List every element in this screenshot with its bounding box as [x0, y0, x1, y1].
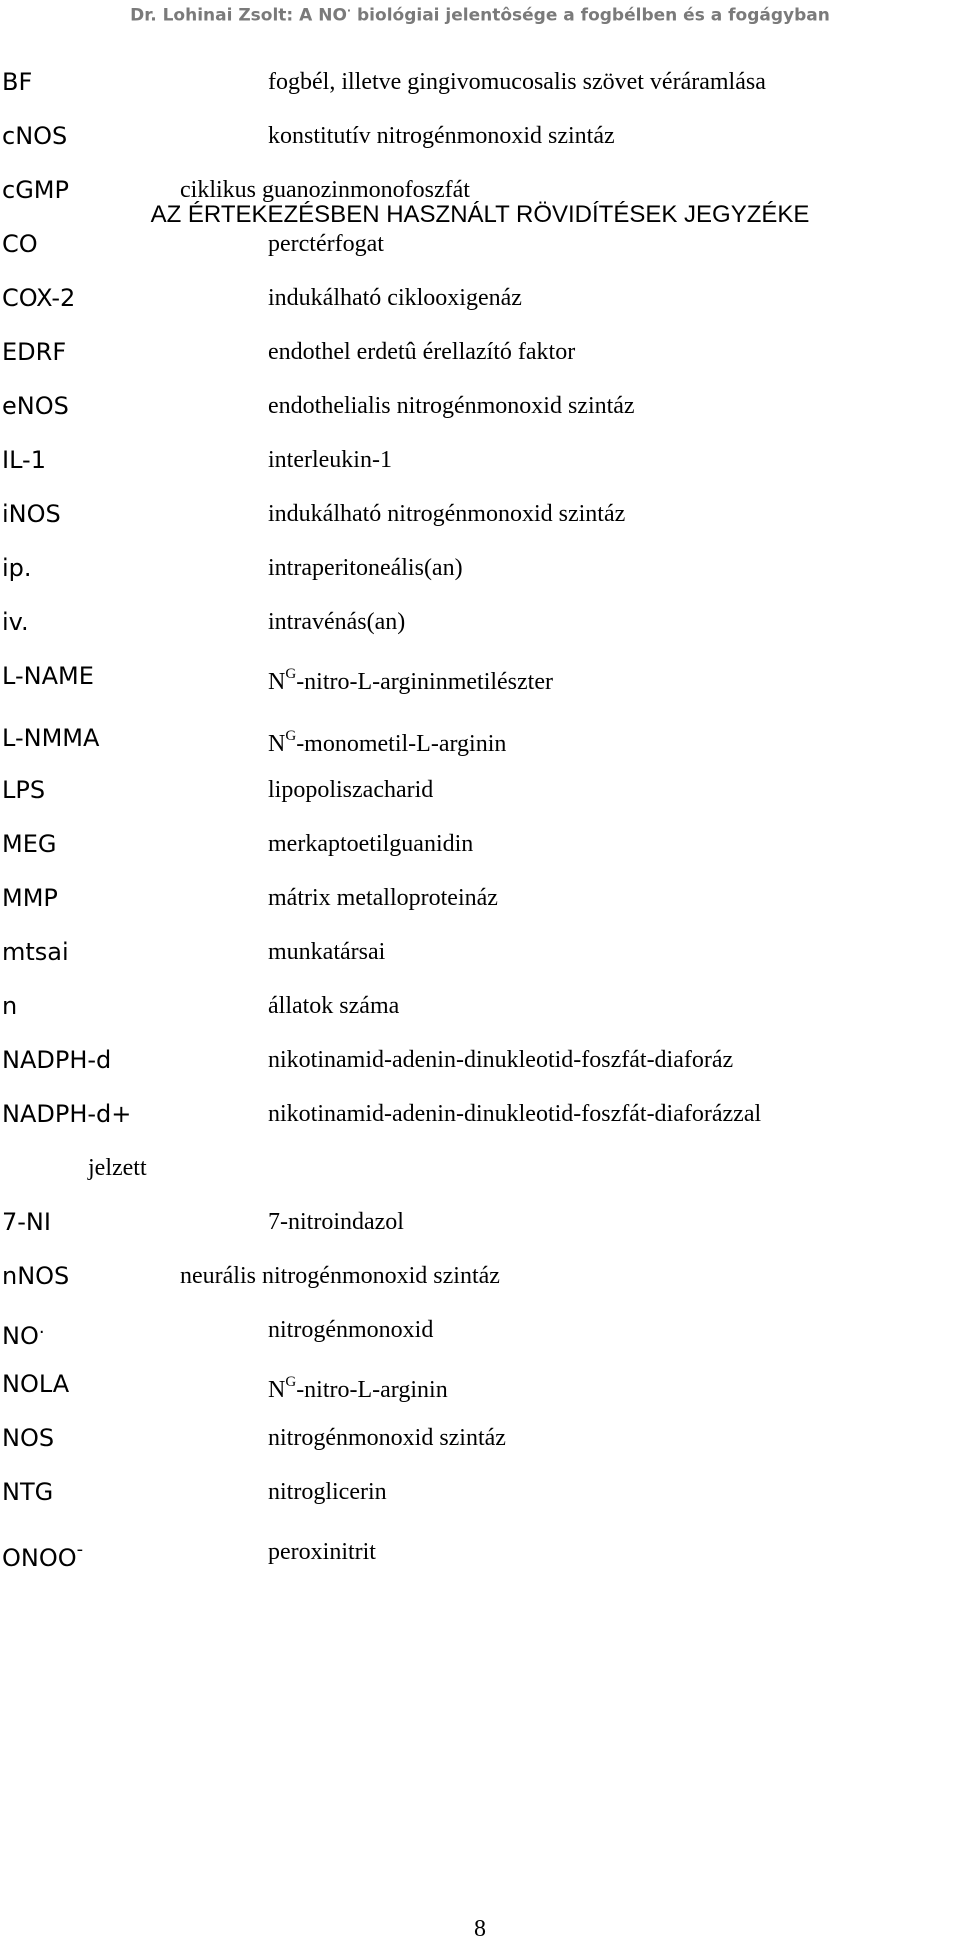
running-header — [0, 0, 960, 27]
definition: perctérfogat — [268, 231, 384, 257]
definition: mátrix metalloproteináz — [268, 885, 498, 911]
header-radical-dot: · — [346, 4, 352, 17]
abbreviation: eNOS — [2, 392, 69, 420]
list-item — [0, 1094, 960, 1134]
definition: indukálható ciklooxigenáz — [268, 285, 522, 311]
definition: neurális nitrogénmonoxid szintáz — [180, 1263, 500, 1289]
abbreviation: NTG — [2, 1478, 54, 1506]
header-suffix: biológiai jelentôsége a fogbélben és a fogágyban — [351, 5, 830, 26]
definition: nitrogénmonoxid — [268, 1317, 434, 1343]
list-item — [0, 116, 960, 156]
abbreviation: nNOS — [2, 1262, 70, 1290]
list-item — [0, 278, 960, 318]
definition: intraperitoneális(an) — [268, 555, 463, 581]
list-item — [0, 878, 960, 918]
definition: endothelialis nitrogénmonoxid szintáz — [268, 393, 635, 419]
list-item — [0, 62, 960, 102]
superscript: G — [285, 728, 297, 744]
abbreviation: ip. — [2, 554, 32, 582]
definition: peroxinitrit — [268, 1539, 376, 1565]
abbreviation: cNOS — [2, 122, 68, 150]
abbreviation-base: ONOO — [2, 1544, 77, 1572]
superscript: G — [285, 1374, 297, 1390]
definition-suffix: -nitro-L-argininmetilészter — [296, 669, 553, 695]
abbreviation: MMP — [2, 884, 58, 912]
list-item — [0, 1040, 960, 1080]
list-item — [0, 986, 960, 1026]
definition: nikotinamid-adenin-dinukleotid-foszfát-diaforáz — [268, 1047, 734, 1073]
abbreviation: cGMP — [2, 176, 69, 204]
definition: merkaptoetilguanidin — [268, 831, 474, 857]
abbreviation: 7-NI — [2, 1208, 51, 1236]
abbreviation: EDRF — [2, 338, 67, 366]
list-item — [0, 770, 960, 810]
abbreviation: NADPH-d+ — [2, 1100, 132, 1128]
header-prefix: Dr. Lohinai Zsolt: A NO — [130, 5, 347, 26]
abbreviation — [2, 1310, 45, 1356]
abbreviation: NADPH-d — [2, 1046, 112, 1074]
definition-prefix: N — [268, 731, 286, 757]
abbreviation: iv. — [2, 608, 29, 636]
definition — [268, 656, 553, 702]
definition-suffix: -monometil-L-arginin — [296, 731, 507, 757]
list-item — [0, 224, 960, 264]
list-item — [0, 386, 960, 426]
list-item — [0, 1532, 960, 1572]
definition: indukálható nitrogénmonoxid szintáz — [268, 501, 626, 527]
list-item — [0, 1418, 960, 1458]
definition: ciklikus guanozinmonofoszfát — [180, 177, 470, 203]
list-item — [0, 1256, 960, 1296]
definition: interleukin-1 — [268, 447, 392, 473]
definition-prefix: N — [268, 669, 286, 695]
list-item — [0, 1472, 960, 1512]
definition: endothel erdetû érellazító faktor — [268, 339, 576, 365]
list-item — [0, 494, 960, 534]
abbreviation — [2, 1532, 83, 1578]
abbreviation-base: NO — [2, 1322, 39, 1350]
list-item — [0, 932, 960, 972]
abbreviation: NOLA — [2, 1370, 70, 1398]
list-item — [0, 332, 960, 372]
list-item — [0, 656, 960, 696]
definition: lipopoliszacharid — [268, 777, 434, 803]
definition: nitrogénmonoxid szintáz — [268, 1425, 506, 1451]
abbreviation: MEG — [2, 830, 57, 858]
abbreviation: LPS — [2, 776, 46, 804]
definition-prefix: N — [268, 1377, 286, 1403]
abbreviation: L-NAME — [2, 662, 94, 690]
superscript: G — [285, 666, 297, 682]
list-item — [0, 1148, 960, 1188]
definition: munkatársai — [268, 939, 386, 965]
list-item — [0, 824, 960, 864]
list-item — [0, 1364, 960, 1404]
negative-charge: - — [76, 1539, 84, 1560]
definition: intravénás(an) — [268, 609, 406, 635]
abbreviation: mtsai — [2, 938, 69, 966]
list-item — [0, 602, 960, 642]
definition: nitroglicerin — [268, 1479, 387, 1505]
abbreviation: COX-2 — [2, 284, 76, 312]
definition-suffix: -nitro-L-arginin — [296, 1377, 448, 1403]
definition: nikotinamid-adenin-dinukleotid-foszfát-diaforázzal — [268, 1101, 762, 1127]
definition — [268, 718, 506, 764]
abbreviation: n — [2, 992, 18, 1020]
definition: jelzett — [88, 1155, 147, 1181]
definition: fogbél, illetve gingivomucosalis szövet véráramlása — [268, 69, 766, 95]
list-item — [0, 1310, 960, 1350]
definition: 7-nitroindazol — [268, 1209, 404, 1235]
list-item — [0, 440, 960, 480]
abbreviation: iNOS — [2, 500, 61, 528]
abbreviation: L-NMMA — [2, 724, 100, 752]
list-item — [0, 170, 960, 210]
abbreviation: NOS — [2, 1424, 55, 1452]
definition: állatok száma — [268, 993, 400, 1019]
page-title: AZ ÉRTEKEZÉSBEN HASZNÁLT RÖVIDÍTÉSEK JEGYZÉKE — [150, 201, 810, 228]
page-number: 8 — [474, 1916, 486, 1942]
radical-dot: . — [38, 1317, 45, 1338]
abbreviation: BF — [2, 68, 33, 96]
definition: konstitutív nitrogénmonoxid szintáz — [268, 123, 615, 149]
abbreviation: CO — [2, 230, 38, 258]
list-item — [0, 1202, 960, 1242]
abbreviation: IL-1 — [2, 446, 46, 474]
list-item — [0, 718, 960, 758]
definition — [268, 1364, 448, 1410]
list-item — [0, 548, 960, 588]
